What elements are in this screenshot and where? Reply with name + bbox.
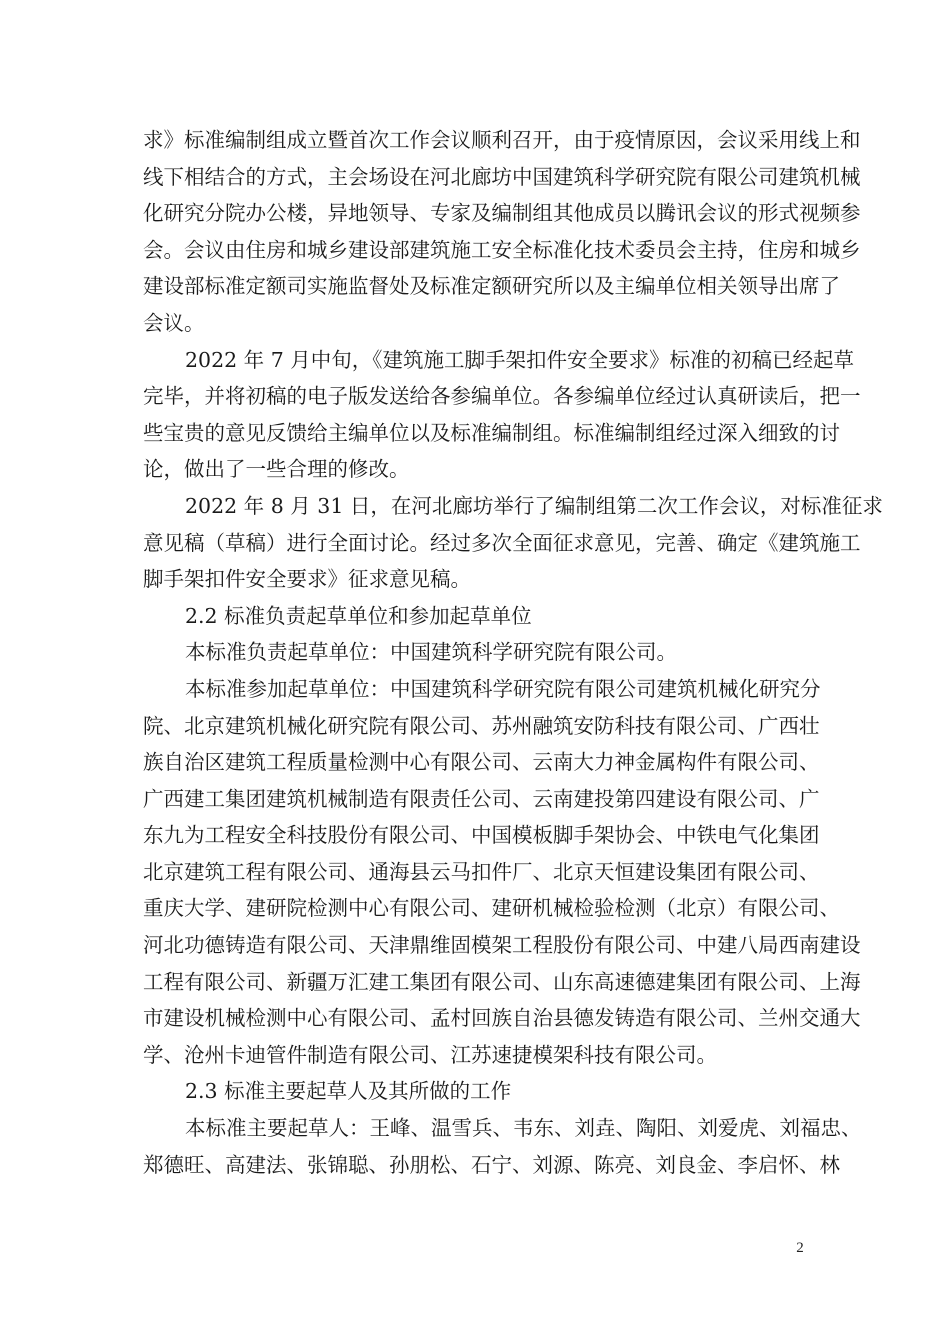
paragraph-line: 求》标准编制组成立暨首次工作会议顺利召开，由于疫情原因，会议采用线上和 bbox=[143, 128, 861, 152]
paragraph-line: 完毕，并将初稿的电子版发送给各参编单位。各参编单位经过认真研读后，把一 bbox=[143, 384, 861, 409]
paragraph-line: 院、北京建筑机械化研究院有限公司、苏州融筑安防科技有限公司、广西壮 bbox=[143, 713, 820, 738]
paragraph-line: 广西建工集团建筑机械制造有限责任公司、云南建投第四建设有限公司、广 bbox=[143, 786, 820, 811]
paragraph-line: 会。会议由住房和城乡建设部建筑施工安全标准化技术委员会主持，住房和城乡 bbox=[143, 237, 861, 262]
paragraph-line: 东九为工程安全科技股份有限公司、中国模板脚手架协会、中铁电气化集团 bbox=[143, 823, 820, 848]
paragraph-line: 2022 年 8 月 31 日，在河北廊坊举行了编制组第二次工作会议，对标准征求 bbox=[185, 493, 883, 518]
page-number: 2 bbox=[796, 1240, 804, 1256]
paragraph-line: 线下相结合的方式，主会场设在河北廊坊中国建筑科学研究院有限公司建筑机械 bbox=[143, 164, 861, 189]
section-heading-2-3: 2.3 标准主要起草人及其所做的工作 bbox=[185, 1079, 512, 1104]
paragraph-line: 族自治区建筑工程质量检测中心有限公司、云南大力神金属构件有限公司、 bbox=[143, 750, 820, 775]
paragraph-line: 本标准参加起草单位：中国建筑科学研究院有限公司建筑机械化研究分 bbox=[185, 676, 821, 701]
paragraph-line: 意见稿（草稿）进行全面讨论。经过多次全面征求意见，完善、确定《建筑施工 bbox=[143, 530, 861, 555]
paragraph-line: 市建设机械检测中心有限公司、孟村回族自治县德发铸造有限公司、兰州交通大 bbox=[143, 1006, 861, 1031]
paragraph-line: 会议。 bbox=[143, 310, 205, 335]
paragraph-line: 化研究分院办公楼，异地领导、专家及编制组其他成员以腾讯会议的形式视频参 bbox=[143, 201, 861, 226]
paragraph-line: 郑德旺、高建法、张锦聪、孙朋松、石宁、刘源、陈亮、刘良金、李启怀、林 bbox=[143, 1152, 840, 1177]
paragraph-line: 河北功德铸造有限公司、天津鼎维固模架工程股份有限公司、中建八局西南建设 bbox=[143, 933, 861, 958]
paragraph-line: 本标准负责起草单位：中国建筑科学研究院有限公司。 bbox=[185, 640, 677, 665]
paragraph-line: 工程有限公司、新疆万汇建工集团有限公司、山东高速德建集团有限公司、上海 bbox=[143, 969, 861, 994]
paragraph-line: 2022 年 7 月中旬，《建筑施工脚手架扣件安全要求》标准的初稿已经起草 bbox=[185, 347, 855, 372]
paragraph-line: 论，做出了一些合理的修改。 bbox=[143, 457, 410, 482]
paragraph-line: 本标准主要起草人：王峰、温雪兵、韦东、刘垚、陶阳、刘爱虎、刘福忠、 bbox=[185, 1116, 862, 1141]
paragraph-line: 重庆大学、建研院检测中心有限公司、建研机械检验检测（北京）有限公司、 bbox=[143, 896, 840, 921]
paragraph-line: 学、沧州卡迪管件制造有限公司、江苏速捷模架科技有限公司。 bbox=[143, 1042, 717, 1067]
paragraph-line: 建设部标准定额司实施监督处及标准定额研究所以及主编单位相关领导出席了 bbox=[143, 274, 840, 299]
document-body bbox=[143, 122, 883, 1183]
paragraph-line: 些宝贵的意见反馈给主编单位以及标准编制组。标准编制组经过深入细致的讨 bbox=[143, 420, 840, 445]
paragraph-line: 脚手架扣件安全要求》征求意见稿。 bbox=[143, 567, 471, 592]
section-heading-2-2: 2.2 标准负责起草单位和参加起草单位 bbox=[185, 603, 532, 628]
paragraph-line: 北京建筑工程有限公司、通海县云马扣件厂、北京天恒建设集团有限公司、 bbox=[143, 859, 820, 884]
